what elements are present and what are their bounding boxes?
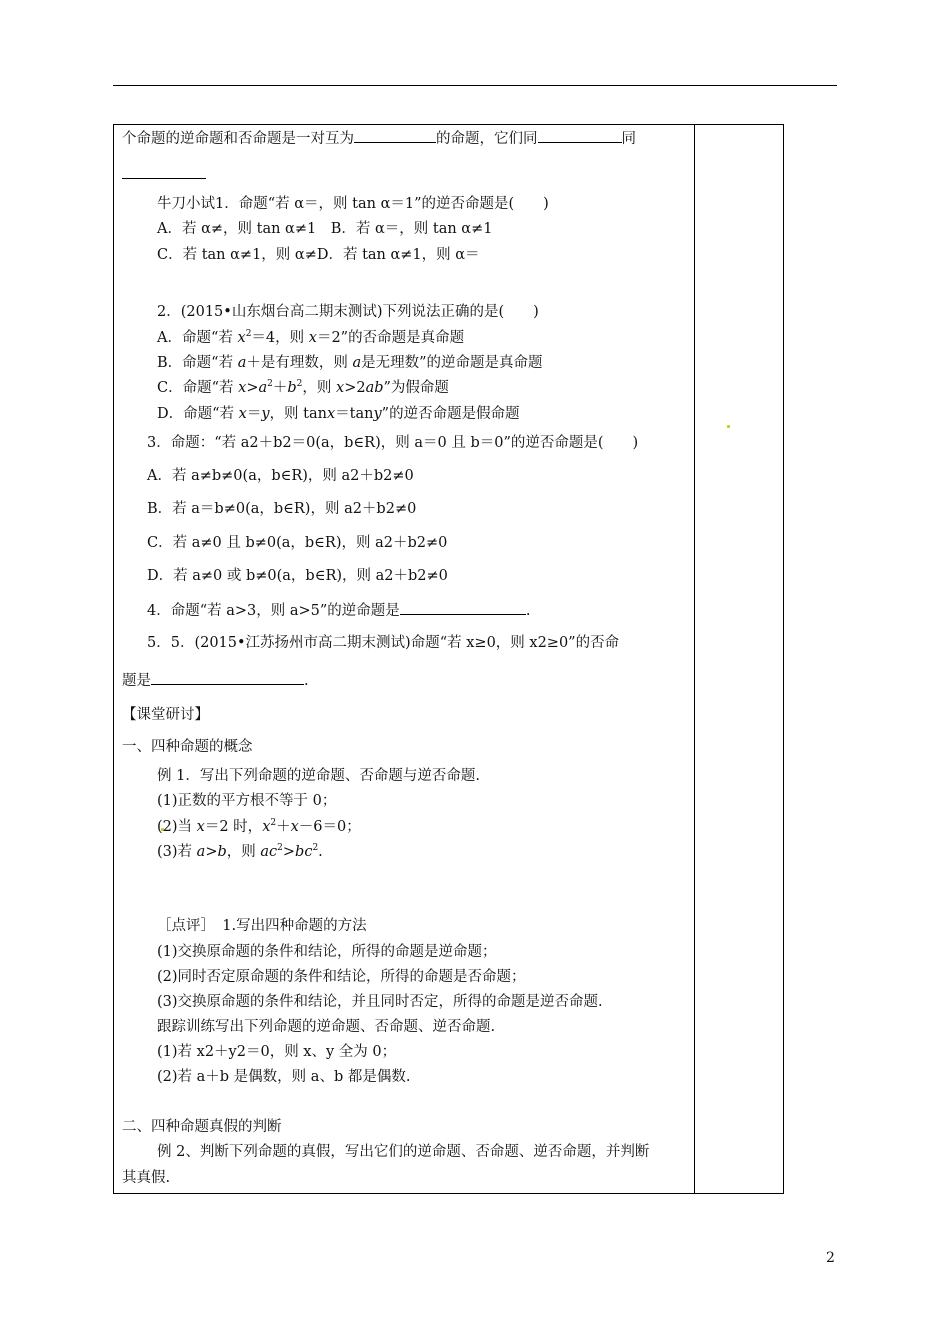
text: >2 — [344, 380, 366, 396]
text: ＝2”的否命题是真命题 — [316, 330, 465, 346]
math-var: ab — [365, 380, 384, 396]
math-var: b — [217, 844, 227, 860]
math-var: x — [196, 819, 205, 835]
text: . — [525, 603, 531, 619]
text-line: D．若 a≠0 或 b≠0(a，b∈R)，则 a2＋b2≠0 — [147, 568, 448, 584]
text: ，则 tan — [269, 406, 327, 422]
page-number: 2 — [826, 1250, 835, 1266]
math-var: x — [290, 819, 299, 835]
text: 题是 — [122, 673, 151, 689]
math-var: y — [373, 406, 382, 422]
text-line: 2．(2015•山东烟台高二期末测试)下列说法正确的是( ) — [157, 304, 539, 320]
text: ＝ — [246, 406, 262, 422]
text-line: A．若 a≠b≠0(a，b∈R)，则 a2＋b2≠0 — [147, 468, 414, 484]
text-line — [147, 600, 530, 620]
text: > — [205, 844, 218, 860]
math-var: x — [308, 330, 317, 346]
superscript: 2 — [267, 379, 273, 390]
text: . — [304, 673, 309, 689]
text-line: C．若 a≠0 且 b≠0(a，b∈R)，则 a2＋b2≠0 — [147, 535, 448, 551]
text-line — [157, 354, 543, 372]
text: ＝4，则 — [251, 330, 309, 346]
text: ＝tan — [335, 406, 374, 422]
superscript: 2 — [270, 818, 277, 829]
section-heading: 一、四种命题的概念 — [122, 739, 253, 755]
section-heading: 二、四种命题真假的判断 — [122, 1119, 282, 1135]
text: A．命题“若 — [157, 330, 238, 346]
text-line: 例 2、判断下列命题的真假，写出它们的逆命题、否命题、逆否命题，并判断 — [157, 1144, 650, 1160]
text-line: 牛刀小试1．命题“若 α＝，则 tan α＝1”的逆否命题是( ) — [157, 196, 549, 212]
text-line: 其真假. — [122, 1170, 171, 1186]
table-column-divider — [694, 124, 695, 1194]
superscript: 2 — [296, 379, 303, 390]
text-line: A．若 α≠，则 tan α≠1 B．若 α＝，则 tan α≠1 — [157, 221, 493, 237]
text-line: 例 1．写出下列命题的逆命题、否命题与逆否命题. — [157, 768, 480, 784]
math-var: a — [196, 844, 206, 860]
text-line: (1)交换原命题的条件和结论，所得的命题是逆命题； — [157, 944, 497, 960]
text: (2)当 — [157, 819, 197, 835]
text-line: C．若 tan α≠1，则 α≠D．若 tan α≠1，则 α＝ — [157, 247, 480, 263]
text: －6＝0； — [298, 819, 361, 835]
text-line — [122, 670, 309, 690]
text: (3)若 — [157, 844, 197, 860]
text-line: (3)交换原命题的条件和结论，并且同时否定，所得的命题是逆否命题. — [157, 994, 603, 1010]
superscript: 2 — [312, 843, 319, 854]
text: 是无理数”的逆命题是真命题 — [361, 355, 543, 371]
fill-blank — [538, 128, 622, 143]
text: ＋是有理数，则 — [246, 355, 353, 371]
text: ＋ — [276, 819, 291, 835]
text: ，则 — [226, 844, 261, 860]
superscript: 2 — [245, 329, 252, 340]
text-line — [157, 405, 520, 423]
text-line — [157, 379, 449, 397]
text-line: (1)正数的平方根不等于 0； — [157, 793, 337, 809]
math-var: x — [238, 380, 247, 396]
text: 4．命题“若 a>3，则 a>5”的逆命题是 — [147, 603, 400, 619]
text: ＋ — [272, 380, 288, 396]
math-var: ac — [260, 844, 278, 860]
math-var: b — [287, 380, 297, 396]
text: . — [318, 844, 323, 860]
superscript: 2 — [277, 843, 283, 854]
math-var: a — [237, 355, 247, 371]
text-line — [122, 164, 206, 184]
text-line: 5．5．(2015•江苏扬州市高二期末测试)命题“若 x≥0，则 x2≥0”的否命 — [147, 635, 620, 651]
math-var: bc — [295, 844, 313, 860]
math-var: x — [262, 819, 271, 835]
math-var: x — [237, 330, 246, 346]
text: 个命题的逆命题和否命题是一对互为 — [122, 131, 354, 147]
text-line: (2)同时否定原命题的条件和结论，所得的命题是否命题； — [157, 969, 526, 985]
math-var: x — [336, 380, 345, 396]
text: ”的逆否命题是假命题 — [381, 406, 520, 422]
text-line — [122, 128, 636, 148]
text-line: (2)若 a＋b 是偶数，则 a、b 都是偶数. — [157, 1069, 411, 1085]
text: 同 — [621, 131, 636, 147]
fill-blank — [354, 128, 436, 143]
text-line — [157, 843, 323, 861]
math-var: x — [238, 406, 247, 422]
header-rule — [113, 85, 837, 86]
fill-blank — [400, 600, 526, 615]
text-line — [157, 329, 464, 347]
text: ＝2 时， — [204, 819, 263, 835]
fill-blank — [122, 164, 206, 179]
text-line: ［点评］ 1.写出四种命题的方法 — [157, 918, 367, 934]
text: C．命题“若 — [157, 380, 239, 396]
text: ，则 — [302, 380, 336, 396]
text: 的命题，它们同 — [436, 131, 538, 147]
text-line: 3．命题：“若 a2＋b2＝0(a，b∈R)，则 a＝0 且 b＝0”的逆否命题是( ) — [147, 435, 639, 451]
math-var: a — [258, 380, 268, 396]
text: B．命题“若 — [157, 355, 238, 371]
section-heading: 【课堂研讨】 — [122, 707, 209, 723]
fill-blank — [151, 670, 304, 685]
text-line: (1)若 x2＋y2＝0，则 x、y 全为 0； — [157, 1044, 397, 1060]
text: ”为假命题 — [383, 380, 449, 396]
text-line: B．若 a＝b≠0(a，b∈R)，则 a2＋b2≠0 — [147, 501, 417, 517]
text-line — [157, 818, 361, 836]
text-line: 跟踪训练写出下列命题的逆命题、否命题、逆否命题. — [157, 1019, 496, 1035]
math-var: y — [261, 406, 270, 422]
stray-dot — [727, 425, 730, 428]
text: > — [246, 380, 259, 396]
text: D．命题“若 — [157, 406, 239, 422]
math-var: x — [326, 406, 336, 422]
math-var: a — [352, 355, 362, 371]
text: > — [282, 844, 296, 860]
